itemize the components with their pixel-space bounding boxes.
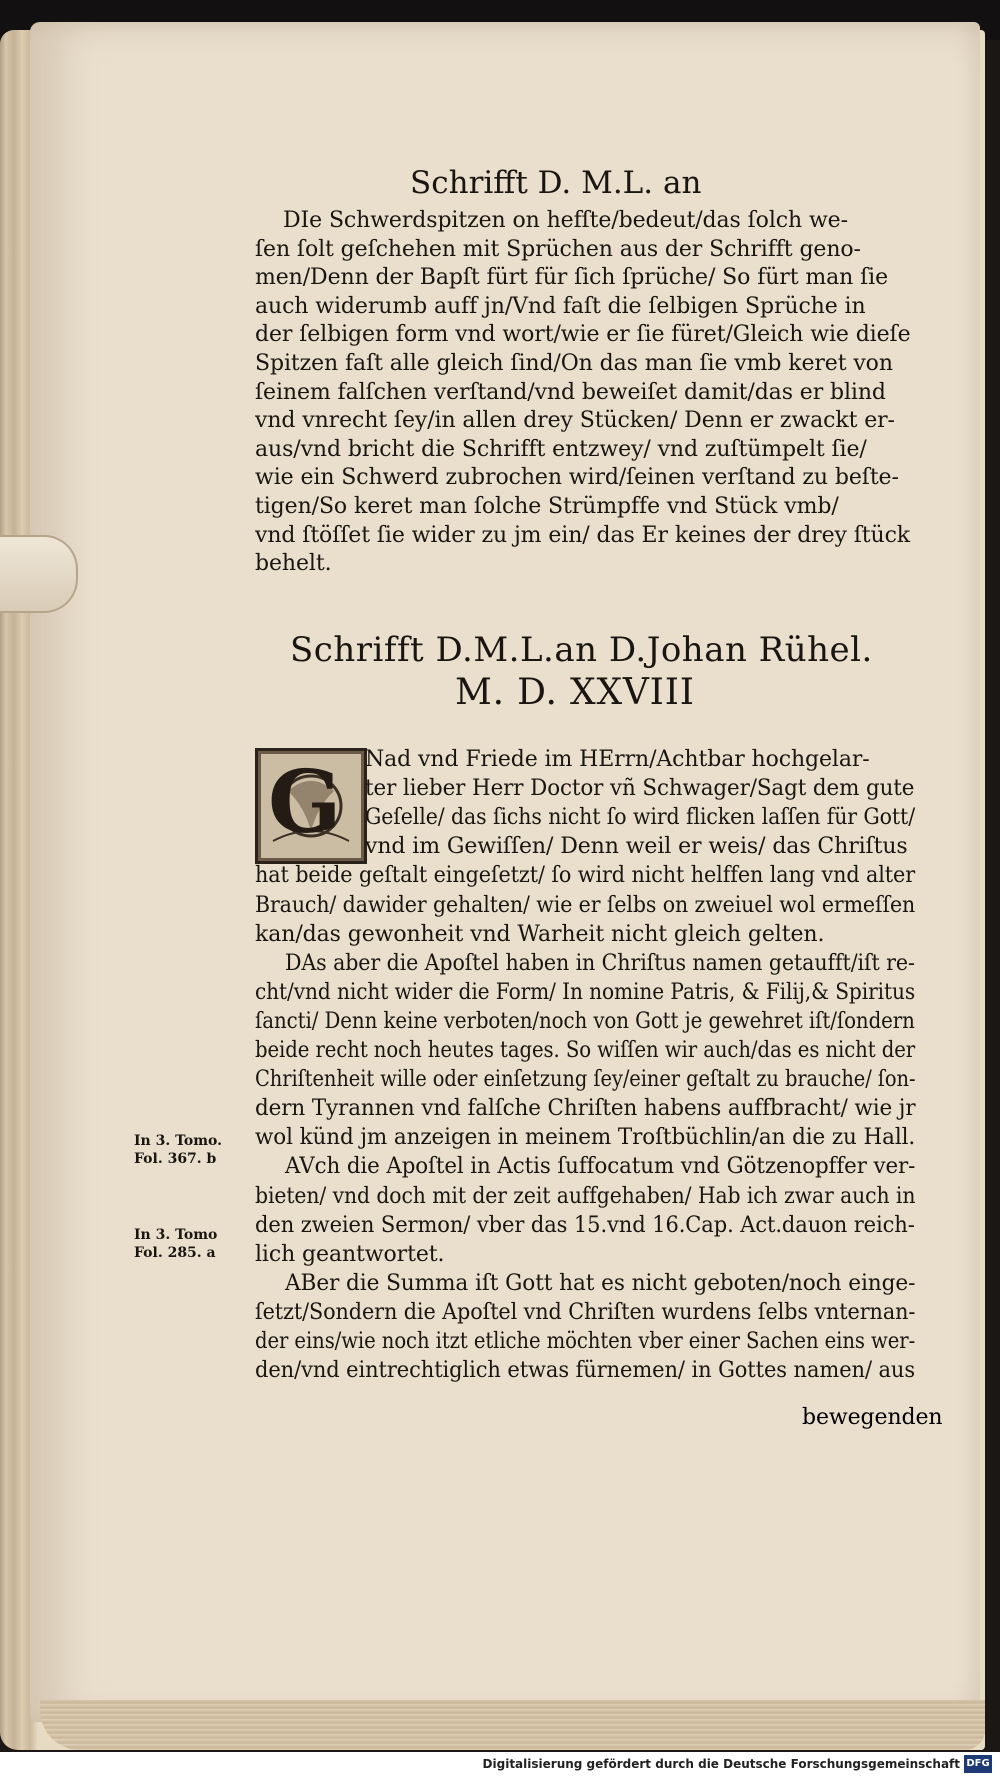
margin-note-line: In 3. Tomo.	[134, 1133, 223, 1149]
text-line: vnd vnrecht ſey/in allen drey Stücken/ Denn er zwackt er-	[255, 408, 895, 434]
page-tab-marker	[0, 535, 78, 613]
text-line: ABer die Summa iſt Gott hat es nicht geboten/noch einge-	[285, 1270, 916, 1296]
text-line: bieten/ vnd doch mit der zeit auffgehaben/ Hab ich zwar auch in	[255, 1183, 916, 1209]
text-line: cht/vnd nicht wider die Form/ In nomine Patris, & Filij,& Spiritus	[255, 979, 916, 1005]
text-line: Chriſtenheit wille oder einſetzung ſey/einer geſtalt zu brauche/ ſon-	[255, 1067, 916, 1093]
text-line: den/vnd eintrechtiglich etwas fürnemen/ in Gottes namen/ aus	[255, 1358, 916, 1384]
text-line: beide recht noch heutes tages. So wiſſen wir auch/das es nicht der	[255, 1038, 916, 1063]
margin-note-1	[134, 1132, 222, 1168]
decorated-initial	[255, 748, 367, 864]
text-line: ſen ſolt geſchehen mit Sprüchen aus der Schrifft geno-	[255, 236, 861, 262]
text-line: tigen/So keret man ſolche Strümpffe vnd Stück vmb/	[255, 494, 839, 519]
text-line: ſancti/ Denn keine verboten/noch von Gott je gewehret iſt/ſondern	[255, 1008, 915, 1034]
margin-note-2	[134, 1226, 217, 1262]
text-line: ſeinem falſchen verſtand/vnd beweiſet damit/das er blind	[255, 379, 886, 405]
text-line: vnd ſtöſſet ſie wider zu jm ein/ das Er keines der drey ſtück	[255, 522, 911, 548]
text-line: den zweien Sermon/ vber das 15.vnd 16.Cap. Act.dauon reich-	[255, 1212, 915, 1238]
running-head: Schrifft D. M.L. an	[410, 165, 702, 201]
dfg-logo: DFG	[964, 1755, 992, 1773]
margin-note-line: Fol. 367. b	[134, 1151, 217, 1167]
letter-date: M. D. XXVIII	[455, 672, 695, 713]
text-line: ter lieber Herr Doctor vñ Schwager/Sagt dem gute	[365, 776, 915, 802]
text-line: ſetzt/Sondern die Apoſtel vnd Chriſten wurdens ſelbs vnternan-	[255, 1299, 916, 1325]
text-line: auch widerumb auff jn/Vnd faſt die ſelbigen Sprüche in	[255, 293, 866, 319]
initial-letter: G	[268, 752, 342, 853]
text-line: wol künd jm anzeigen in meinem Troſtbüchlin/an die zu Hall.	[255, 1125, 916, 1151]
text-line: DAs aber die Apoſtel haben in Chriſtus namen getaufft/iſt re-	[285, 950, 915, 976]
footer-credit: Digitalisierung gefördert durch die Deutsche Forschungsgemeinschaft	[482, 1757, 960, 1771]
text-line: AVch die Apoſtel in Actis ſuffocatum vnd Götzenopffer ver-	[285, 1154, 916, 1180]
catchword: bewegenden	[802, 1405, 943, 1430]
text-line: lich geantwortet.	[255, 1241, 445, 1267]
text-line: Brauch/ dawider gehalten/ wie er ſelbs on zweiuel wol ermeſſen	[255, 892, 916, 918]
margin-note-line: In 3. Tomo	[134, 1227, 218, 1243]
text-line: Nad vnd Friede im HErrn/Achtbar hochgelar-	[365, 747, 870, 772]
page-bottom-edges	[40, 1700, 985, 1750]
text-line: Geſelle/ das ſichs nicht ſo wird flicken laſſen für Gott/	[365, 805, 916, 831]
text-line: behelt.	[255, 551, 332, 577]
text-line: dern Tyrannen vnd falſche Chriſten habens auffbracht/ wie jr	[255, 1096, 916, 1122]
text-line: vnd im Gewiſſen/ Denn weil er weis/ das Chriſtus	[365, 834, 908, 860]
text-line: der eins/wie noch itzt etliche möchten vber einer Sachen eins wer-	[255, 1329, 916, 1354]
text-line: DIe Schwerdspitzen on hefſte/bedeut/das ſolch we-	[283, 208, 848, 233]
letter-title: Schrifft D.M.L.an D.Johan Rühel.	[290, 630, 873, 670]
text-line: wie ein Schwerd zubrochen wird/ſeinen verſtand zu beſte-	[255, 465, 899, 491]
text-line: Spitzen faſt alle gleich ſind/On das man ſie vmb keret von	[255, 351, 893, 376]
text-line: kan/das gewonheit vnd Warheit nicht gleich gelten.	[255, 921, 825, 947]
text-line: men/Denn der Bapſt fürt für ſich ſprüche/ So fürt man ſie	[255, 265, 888, 291]
margin-note-line: Fol. 285. a	[134, 1245, 216, 1261]
text-line: hat beide geſtalt eingeſetzt/ ſo wird nicht helffen lang vnd alter	[255, 863, 916, 889]
text-line: aus/vnd bricht die Schrifft entzwey/ vnd zuſtümpelt ſie/	[255, 436, 867, 462]
text-line: der ſelbigen form vnd wort/wie er ſie füret/Gleich wie dieſe	[255, 322, 911, 348]
